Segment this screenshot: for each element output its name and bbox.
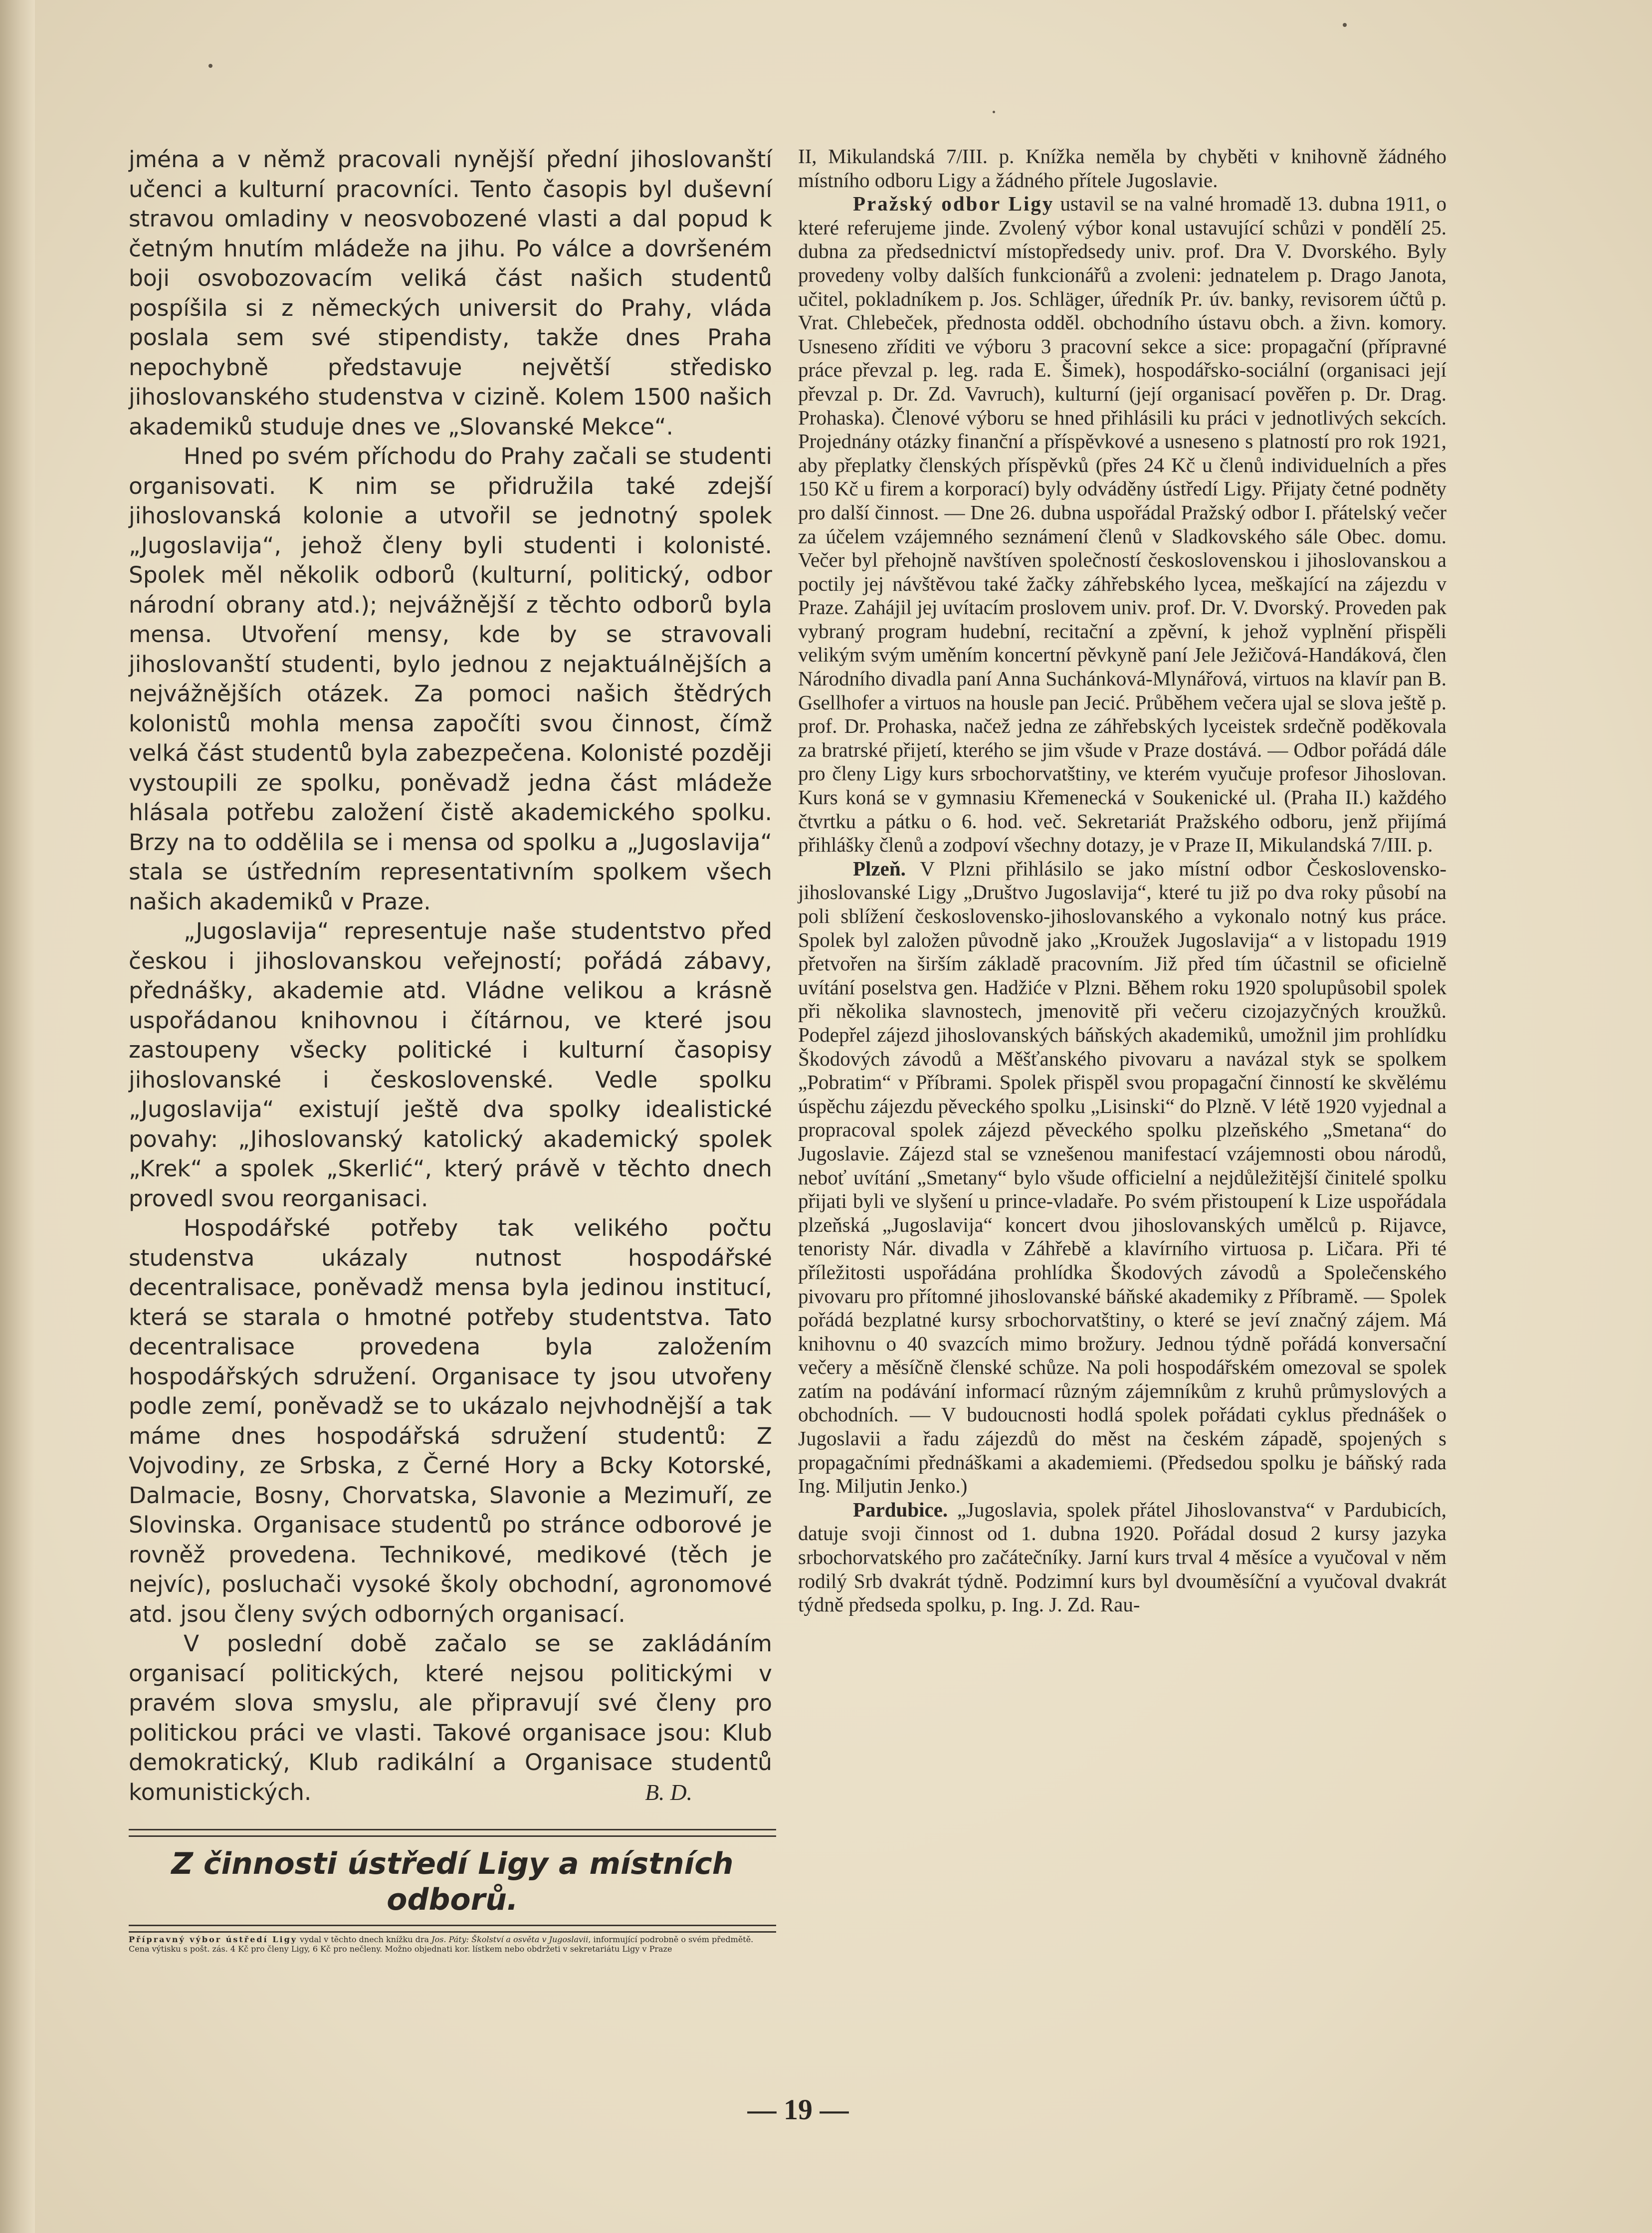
plzen-paragraph — [798, 857, 1446, 1498]
pardubice-text: „Jugoslavia, spolek přátel Jihoslovanstva“ v Pardubicích, datuje svoji činnost od 1. dubna 1920. Pořádal dosud 2 kursy jazyka srbochorvatského pro začátečníky. Jarní kurs trval 4 měsíce a vyučoval v něm rodilý Srb dvakrát týdně. Podzimní kurs byl dvouměsíční a vyučoval dvakrát týdně předseda spolku, p. Ing. J. Zd. Rau- — [798, 1498, 1446, 1616]
left-paragraph-5 — [129, 1629, 772, 1807]
intro-book-title: Školství a osvěta v Jugoslavii — [471, 1935, 589, 1944]
plzen-lead: Plzeň. — [853, 857, 906, 880]
pardubice-lead: Pardubice. — [853, 1498, 948, 1521]
signature: B. D. — [645, 1779, 692, 1805]
page-number: — 19 — — [747, 2093, 849, 2126]
plzen-text: V Plzni přihlásilo se jako místní odbor Československo-jihoslovanské Ligy „Društvo Jugoslavija“, které tu již po dva roky působí na poli sblížení československo-jihoslovanského a vykonalo notný kus práce. Spolek byl založen původně jako „Kroužek Jugoslavija“ a v listopadu 1919 přetvořen na širším základě pracovním. Již před tím účastnil se oficielně uvítání poselstva gen. Hadžiće v Plzni. Během roku 1920 spolupůsobil spolek při několika slavnostech, jmenovitě při večeru cizojazyčných kroužků. Podepřel zájezd jihoslovanských báňských akademiků, umožnil jim prohlídku Škodových závodů a Měšťanského pivovaru a navázal styk se spolkem „Pobratim“ v Příbrami. Spolek přispěl svou propagační činností ke skvělému úspěchu zájezdu pěveckého spolku „Lisinski“ do Plzně. V létě 1920 vyjednal a propracoval spolek zájezd pěveckého spolku plzeňského „Smetana“ do Jugoslavie. Zájezd stal se vznešenou manifestací vzájemnosti obou národů, neboť uvítání „Smetany“ bylo všude officielní a nejdůležitější činitelé spolku přijati byli ve slyšení u prince-vladaře. Po svém přistoupení k Lize uspořádala plzeňská „Jugoslavija“ koncert dvou jihoslovanských umělců p. Rijavce, tenoristy Nár. divadla v Záhřebě a klavírního virtuosa p. Ličara. Při té příležitosti uspořádána prohlídka Škodových závodů a Společenského pivovaru pro přítomné jihoslovanské báňské akademiky z Příbramě. — Spolek pořádá bezplatné kursy srbochorvatštiny, o které se jeví značný zájem. Má knihovnu o 40 svazcích mimo brožury. Jednou týdně pořádá konversační večery a měsíčně členské schůze. Na poli hospodářském omezoval se spolek zatím na podávání informací různým zájemníkům z kruhů průmyslových a obchodních. — V budoucnosti hodlá spolek pořádati cyklus přednášek o Jugoslavii a řadu zájezdů do měst na českém západě, spojených s propagačními přednáškami a akademiemi. (Předsedou spolku je báňský rada Ing. Miljutin Jenko.) — [798, 857, 1446, 1498]
left-paragraph-1: jména a v němž pracovali nynější přední jihoslovanští učenci a kulturní pracovníci. Tento časopis byl duševní stravou omladiny v neosvobozené vlasti a dal popud k četným hnutím mládeže na jihu. Po válce a dovršeném boji osvobozovacím veliká část našich studentů pospíšila si z německých universit do Prahy, vláda poslala sem své stipendisty, takže dnes Praha nepochybně představuje největší středisko jihoslovanského studenstva v cizině. Kolem 1500 našich akademiků studuje dnes ve „Slovanské Mekce“. — [129, 146, 772, 440]
left-column — [129, 145, 772, 1807]
praha-text: ustavil se na valné hromadě 13. dubna 1911, o které referujeme jinde. Zvolený výbor konal ustavující schůzi v pondělí 25. dubna za předsednictví místopředsedy univ. prof. Dra V. Dvorského. Byly provedeny volby dalších funkcionářů a zvoleni: jednatelem p. Drago Janota, učitel, pokladníkem p. Jos. Schläger, úředník Pr. úv. banky, revisorem účtů p. Vrat. Chlebeček, přednosta odděl. obchodního ústavu obch. a živn. komory. Usneseno zříditi ve výboru 3 pracovní sekce a sice: propagační (přípravné práce převzal p. leg. rada E. Šimek), hospodářsko-sociální (organisaci její převzal p. Dr. Zd. Vavruch), kulturní (její organisací pověřen p. Dr. Drag. Prohaska). Členové výboru se hned přihlásili ku práci v jednotlivých sekcích. Projednány otázky finanční a příspěvkové a usneseno s platností pro rok 1921, aby přeplatky členských příspěvků (přes 24 Kč u členů individuelních a přes 150 Kč u firem a korporací) byly odváděny ústředí Ligy. Přijaty četné podněty pro další činnost. — Dne 26. dubna uspořádal Pražský odbor I. přátelský večer za účelem vzájemného seznámení členů v Sladkovského sále Obec. domu. Večer byl přehojně navštíven společností československou i jihoslovanskou a poctily jej návštěvou také žačky záhřebského lycea, meškající na zájezdu v Praze. Zahájil jej uvítacím proslovem univ. prof. Dr. V. Dvorský. Proveden pak vybraný program hudební, recitační a zpěvní, k jehož vyplnění přispěli velikým svým uměním koncertní pěvkyně paní Jele Ježičová-Handáková, člen Národního divadla paní Anna Suchánková-Mlynářová, virtuos na klavír pan B. Gsellhofer a virtuos na housle pan Jecić. Průběhem večera ujal se slova ještě p. prof. Dr. Prohaska, načež jedna ze záhřebských lyceistek srdečně poděkovala za bratrské přijetí, kterého se jim všude v Praze dostává. — Odbor pořádá dále pro členy Ligy kurs srbochorvatštiny, ve kterém vyučuje profesor Jihoslovan. Kurs koná se v gymnasiu Křemenecká v Soukenické ul. (Praha II.) každého čtvrtku a pátku o 6. hod. več. Sekretariát Pražského odboru, jenž přijímá přihlášky členů a zodpoví všechny dotazy, je v Praze II, Mikulandská 7/III. p. — [798, 192, 1446, 857]
section-heading: Z činnosti ústředí Ligy a místních odborů. — [171, 1846, 734, 1917]
section-rule-bottom — [129, 1925, 776, 1933]
binding-shadow — [0, 0, 35, 2233]
intro-author: Jos. Páty — [431, 1935, 466, 1944]
intro-text: vydal v těchto dnech knížku dra — [297, 1935, 432, 1944]
left-paragraph-5-text: V poslední době začalo se se zakládáním organisací politických, které nejsou politickými v pravém slova smyslu, ale připravují své členy pro politickou práci ve vlasti. Takové organisace jsou: Klub demokratický, Klub radikální a Organisace studentů komunistických. — [129, 1630, 772, 1805]
left-paragraph-4: Hospodářské potřeby tak velikého počtu studenstva ukázaly nutnost hospodářské decentralisace, poněvadž mensa byla jedinou institucí, která se starala o hmotné potřeby studentstva. Tato decentralisace provedena byla založením hospodářských sdružení. Organisace ty jsou utvořeny podle zemí, poněvadž se to ukázalo nejvhodnější a tak máme dnes hospodářská sdružení studentů: Z Vojvodiny, ze Srbska, z Černé Hory a Bcky Kotorské, Dalmacie, Bosny, Chorvatska, Slavonie a Mezimuří, ze Slovinska. Organisace studentů po stránce odborové je rovněž provedena. Technikové, medikové (těch je nejvíc), posluchači vysoké školy obchodní, agronomové atd. jsou členy svých odborných organisací. — [129, 1215, 772, 1627]
right-column — [798, 145, 1446, 1617]
praha-lead: Pražský odbor Ligy — [853, 192, 1054, 216]
intro-block — [129, 1935, 776, 1954]
speck — [208, 64, 212, 68]
intro-lead: Přípravný výbor ústředí Ligy — [129, 1935, 298, 1944]
praha-paragraph — [798, 192, 1446, 857]
pardubice-paragraph — [798, 1498, 1446, 1617]
speck — [1343, 23, 1347, 27]
intro-paragraph — [129, 1935, 776, 1954]
intro-sep: : — [466, 1935, 472, 1944]
speck — [993, 111, 995, 113]
right-paragraph-continuation: II, Mikulandská 7/III. p. Knížka neměla by chyběti v knihovně žádného místního odboru Ligy a žádného přítele Jugoslavie. — [798, 145, 1446, 192]
intro-rest: , informující podrobně o svém předmětě. Cena výtisku s pošt. zás. 4 Kč pro členy Ligy, 6 Kč pro nečleny. Možno objednati kor. lístkem nebo obdržeti v sekretariátu Ligy v Praze — [129, 1935, 754, 1954]
section-rule-top — [129, 1829, 776, 1837]
left-paragraph-3: „Jugoslavija“ representuje naše studentstvo před českou i jihoslovanskou veřejností; pořádá zábavy, přednášky, akademie atd. Vládne velikou a krásně uspořádanou knihovnou i čítárnou, ve které jsou zastoupeny všecky politické i kulturní časopisy jihoslovanské i československé. Vedle spolku „Jugoslavija“ existují ještě dva spolky idealistické povahy: „Jihoslovanský katolický akademický spolek „Krek“ a spolek „Skerlić“, který právě v těchto dnech provedl svou reorganisaci. — [129, 918, 772, 1212]
left-paragraph-2: Hned po svém příchodu do Prahy začali se studenti organisovati. K nim se přidružila také zdejší jihoslovanská kolonie a utvořil se jednotný spolek „Jugoslavija“, jehož členy byli studenti i kolonisté. Spolek měl několik odborů (kulturní, politický, odbor národní obrany atd.); nejvážnější z těchto odborů byla mensa. Utvoření mensy, kde by se stravovali jihoslovanští studenti, bylo jednou z nejaktuálnějších a nejvážnějších otázek. Za pomoci našich štědrých kolonistů mohla mensa započíti svou činnost, čímž velká část studentů byla zabezpečena. Kolonisté později vystoupili ze spolku, poněvadž jedna část mládeže hlásala potřebu založení čistě akademického spolku. Brzy na to oddělila se i mensa od spolku a „Jugoslavija“ stala se ústředním representativním spolkem všech našich akademiků v Praze. — [129, 443, 772, 915]
